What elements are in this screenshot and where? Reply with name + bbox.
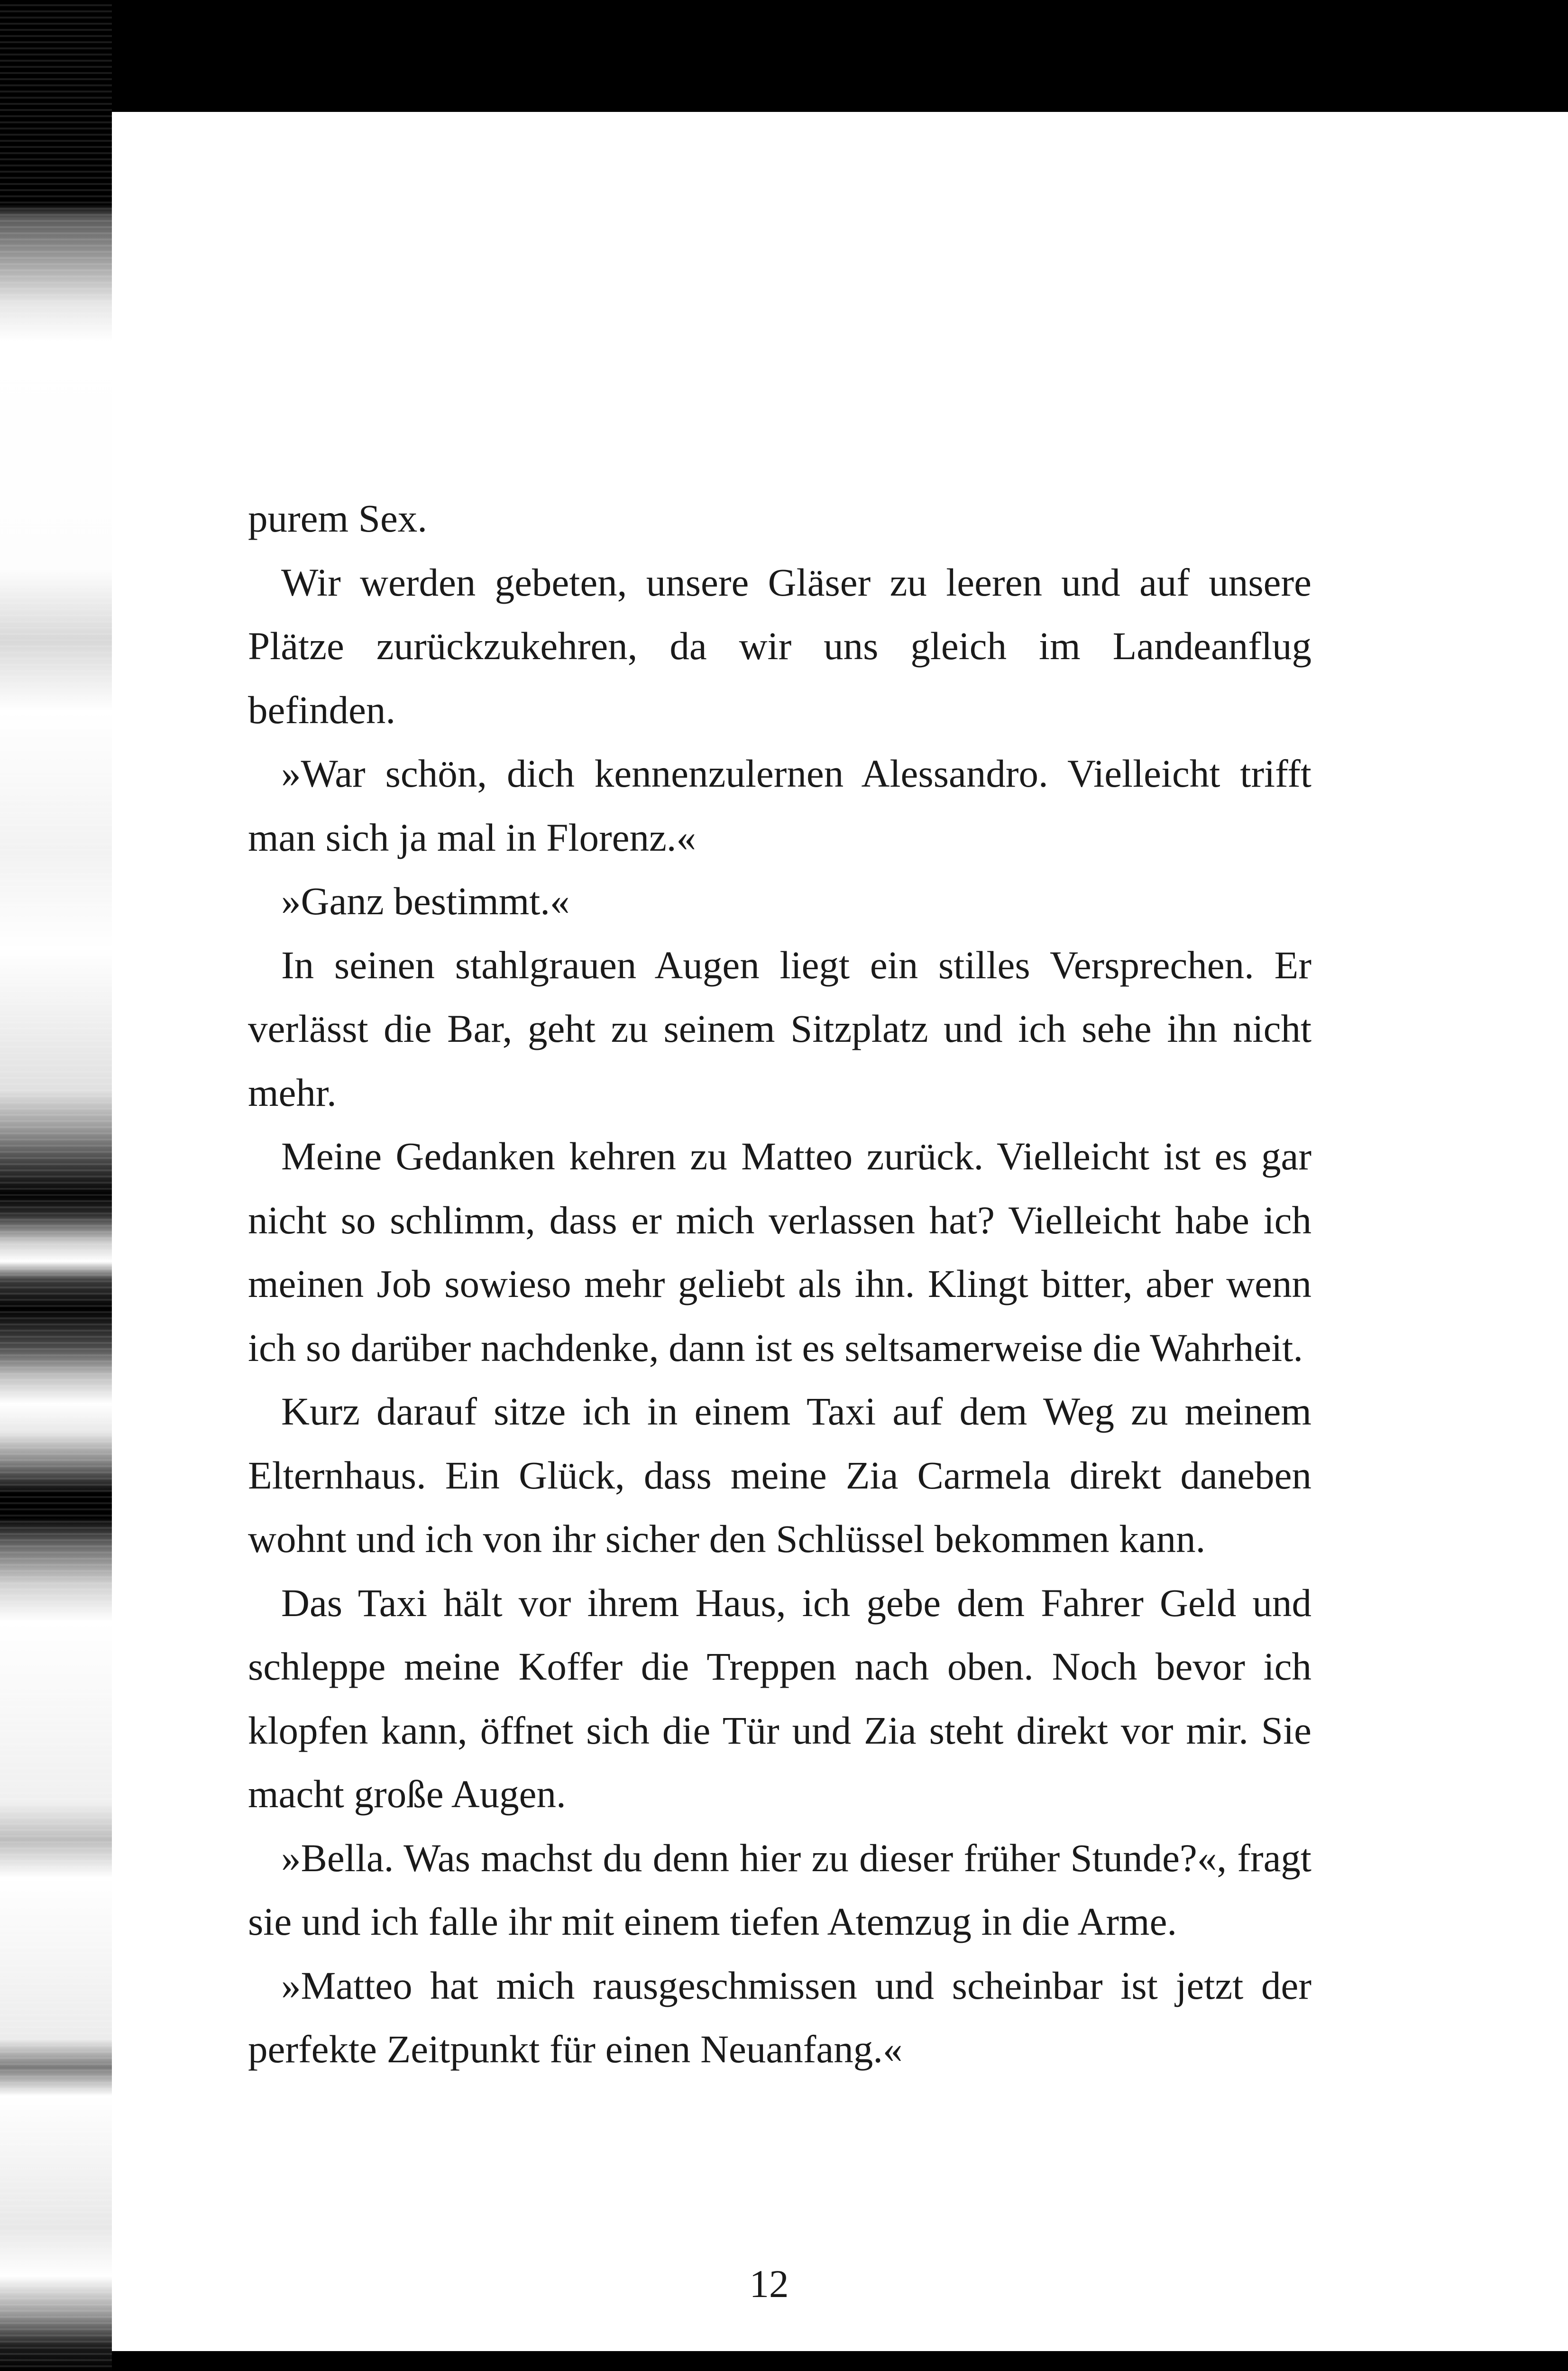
paragraph: Kurz darauf sitze ich in einem Taxi auf dem Weg zu meinem Elternhaus. Ein Glück, dass meine Zia Carmela direkt daneben wohnt und ich von ihr sicher den Schlüssel bekommen kann.: [248, 1389, 1311, 1561]
paragraph: »Bella. Was machst du denn hier zu dieser früher Stunde?«, fragt sie und ich falle ihr mit einem tiefen Atemzug in die Arme.: [248, 1836, 1311, 1943]
scanned-page-edge: [0, 0, 112, 2371]
book-page: [112, 112, 1568, 2351]
paragraph: Meine Gedanken kehren zu Matteo zurück. Vielleicht ist es gar nicht so schlimm, dass er mich verlassen hat? Vielleicht habe ich meinen Job sowieso mehr geliebt als ihn. Klingt bitter, aber wenn ich so darüber nachdenke, dann ist es seltsamerweise die Wahrheit.: [248, 1134, 1311, 1369]
paragraph-continuation: purem Sex.: [248, 496, 428, 540]
paragraph: In seinen stahlgrauen Augen liegt ein stilles Versprechen. Er verlässt die Bar, geht zu seinem Sitzplatz und ich sehe ihn nicht mehr.: [248, 943, 1311, 1114]
paragraph: Das Taxi hält vor ihrem Haus, ich gebe dem Fahrer Geld und schleppe meine Koffer die Treppen nach oben. Noch bevor ich klopfen kann, öffnet sich die Tür und Zia steht direkt vor mir. Sie macht große Augen.: [248, 1581, 1311, 1816]
page-number: 12: [749, 2262, 789, 2306]
paragraph: »Matteo hat mich rausgeschmissen und scheinbar ist jetzt der perfekte Zeitpunkt für einen Neuanfang.«: [248, 1963, 1311, 2071]
paragraph: Wir werden gebeten, unsere Gläser zu leeren und auf unsere Plätze zurückzukehren, da wir uns gleich im Landeanflug befinden.: [248, 560, 1311, 732]
paragraph: »Ganz bestimmt.«: [281, 879, 570, 923]
body-text: [248, 487, 1311, 2081]
paragraph: »War schön, dich kennenzulernen Alessandro. Vielleicht trifft man sich ja mal in Florenz.«: [248, 752, 1311, 859]
